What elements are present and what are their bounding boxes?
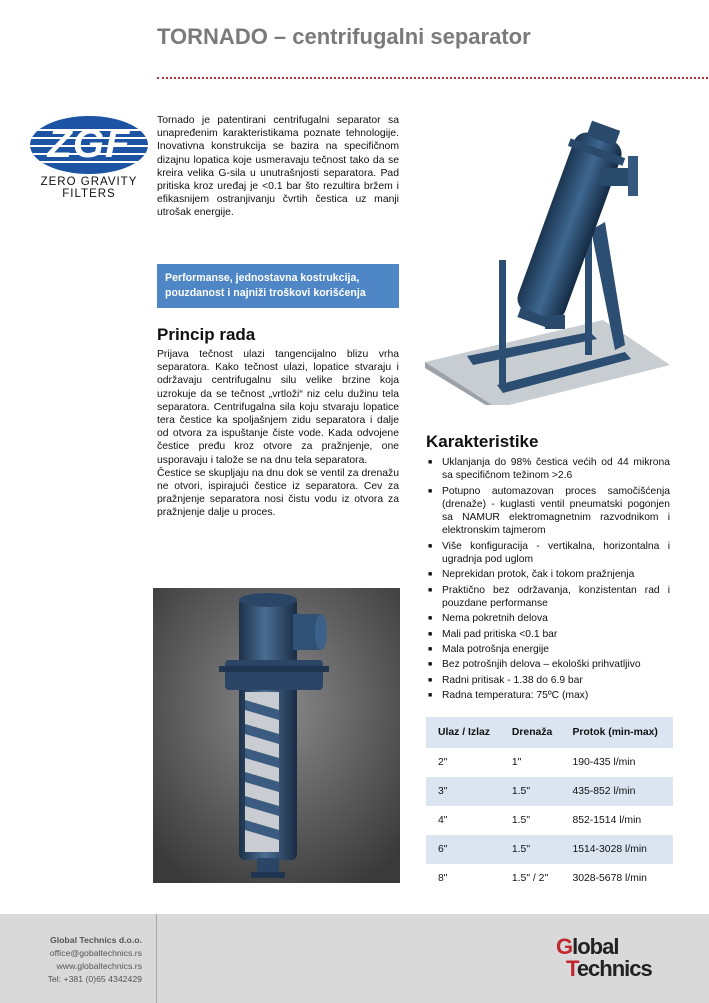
list-item: ■ Više konfiguracija - vertikalna, horizontalna i ugradnja pod uglom bbox=[426, 540, 670, 566]
table-header-cell: Protok (min-max) bbox=[572, 727, 658, 738]
table-row bbox=[426, 864, 673, 893]
company-name: Global Technics d.o.o. bbox=[49, 935, 142, 945]
separator-stand-image bbox=[425, 110, 670, 405]
table-cell: 2" bbox=[438, 757, 448, 768]
table-cell: 1" bbox=[511, 757, 522, 768]
table-cell: 6" bbox=[438, 844, 448, 855]
list-item: ■ Mali pad pritiska <0.1 bar bbox=[426, 628, 670, 641]
princip-text bbox=[157, 348, 399, 520]
table-header-cell: Drenaža bbox=[511, 727, 553, 738]
contact-email[interactable]: office@gobaltechnics.rs bbox=[49, 948, 142, 958]
global-technics-logo bbox=[556, 936, 652, 980]
table-cell: 852-1514 l/min bbox=[572, 815, 642, 826]
table-row bbox=[426, 748, 673, 777]
list-item: ■ Radna temperatura: 75ºC (max) bbox=[426, 689, 670, 702]
zgf-logo-text: ZGF bbox=[47, 122, 131, 166]
list-item: ■ Mala potrošnja energije bbox=[426, 643, 670, 656]
intro-paragraph: Tornado je patentirani centrifugalni separator sa unapređenim karakteristikama poznate tehnologije. Inovativna konstrukcija se bazira na specifičnom dizajnu lopatica koje usmeravaju tečnost tako da se kreira velika G-sila u unutrašnjosti separatora. Pad pritiska kroz uređaj je <0.1 bar što rezultira bržem i efikasnijem ostranjivanju čvrtih čestica uz manji utrošak energije. bbox=[157, 115, 399, 219]
logo-word-technics: Technics bbox=[566, 956, 652, 981]
table-cell: 435-852 l/min bbox=[572, 786, 636, 797]
table-row bbox=[426, 806, 673, 835]
flow-table bbox=[426, 717, 673, 893]
princip-paragraph-2: Čestice se skupljaju na dnu dok se ventil za drenažu ne otvori, ispirajući čestice iz separatora. Cev za pražnjenje separatora nosi čistu vodu iz otvora za pražnjenje dalje u proces. bbox=[157, 467, 399, 519]
zgf-logo bbox=[28, 116, 150, 200]
list-item: ■ Neprekidan protok, čak i tokom pražnjenja bbox=[426, 568, 670, 581]
table-row bbox=[426, 777, 673, 806]
table-cell: 1.5" bbox=[511, 815, 531, 826]
princip-paragraph-1: Prijava tečnost ulazi tangencijalno blizu vrha separatora. Kako tečnost ulazi, lopatice stvaraju i održavaju centrifugalnu silu velike brzine koja uzrokuje da se tečnost „vrtloži“ niz celu dužinu tela separatora. Centrifugalna sila koju stvaraju lopatice tera čestice ka spoljašnjem zidu separatora i dalje od otvora za ispuštanje čiste vode. Kada odvojene čestice pređu kroz otvore za pražnjenje, one usporavaju i talože se na dnu tela separatora. bbox=[157, 349, 399, 466]
table-cell: 4" bbox=[438, 815, 448, 826]
table-cell: 3028-5678 l/min bbox=[572, 873, 647, 884]
table-cell: 8" bbox=[438, 873, 448, 884]
table-cell: 1514-3028 l/min bbox=[572, 844, 647, 855]
table-cell: 190-435 l/min bbox=[572, 757, 636, 768]
title-divider bbox=[157, 77, 708, 79]
list-item: ■ Radni pritisak - 1.38 do 6.9 bar bbox=[426, 674, 670, 687]
list-item: ■ Praktično bez održavanja, konzistentan rad i pouzdane performanse bbox=[426, 584, 670, 610]
table-cell: 1.5" bbox=[511, 844, 531, 855]
contact-website[interactable]: www.globaltechnics.rs bbox=[56, 961, 142, 971]
contact-block bbox=[0, 934, 142, 986]
list-item: ■ Nema pokretnih delova bbox=[426, 612, 670, 625]
footer-divider bbox=[156, 914, 157, 1003]
banner-line1: Performanse, jednostavna kostrukcija, bbox=[165, 272, 360, 284]
table-row bbox=[426, 835, 673, 864]
logo-word-global: Global bbox=[556, 934, 619, 959]
page-title: TORNADO – centrifugalni separator bbox=[157, 24, 531, 49]
table-header-row bbox=[426, 717, 673, 748]
table-cell: 1.5" / 2" bbox=[511, 873, 549, 884]
list-item: ■ Uklanjanja do 98% čestica većih od 44 mikrona sa specifičnom težinom >2.6 bbox=[426, 456, 670, 482]
zgf-logo-line1: ZERO GRAVITY bbox=[40, 176, 138, 188]
section-heading-karakteristike: Karakteristike bbox=[426, 432, 539, 451]
table-header-cell: Ulaz / Izlaz bbox=[438, 727, 490, 738]
zgf-logo-mark bbox=[30, 116, 148, 174]
contact-phone: Tel: +381 (0)65 4342429 bbox=[47, 974, 142, 984]
banner-line2: pouzdanost i najniži troškovi korišćenja bbox=[165, 287, 366, 299]
section-heading-princip: Princip rada bbox=[157, 325, 256, 344]
highlight-banner bbox=[157, 264, 399, 308]
table-cell: 1.5" bbox=[511, 786, 531, 797]
separator-cutaway-image bbox=[153, 588, 400, 883]
zgf-logo-line2: FILTERS bbox=[62, 188, 116, 200]
list-item: ■ Potupno automazovan proces samočišćenja (drenaže) - kuglasti ventil pneumatski pogonjen sa NAMUR elektromagnetnim razvodnikom i elektronskim tajmerom bbox=[426, 485, 670, 538]
table-cell: 3" bbox=[438, 786, 448, 797]
features-list bbox=[426, 456, 670, 705]
list-item: ■ Bez potrošnjih delova – ekološki prihvatljivo bbox=[426, 658, 670, 671]
